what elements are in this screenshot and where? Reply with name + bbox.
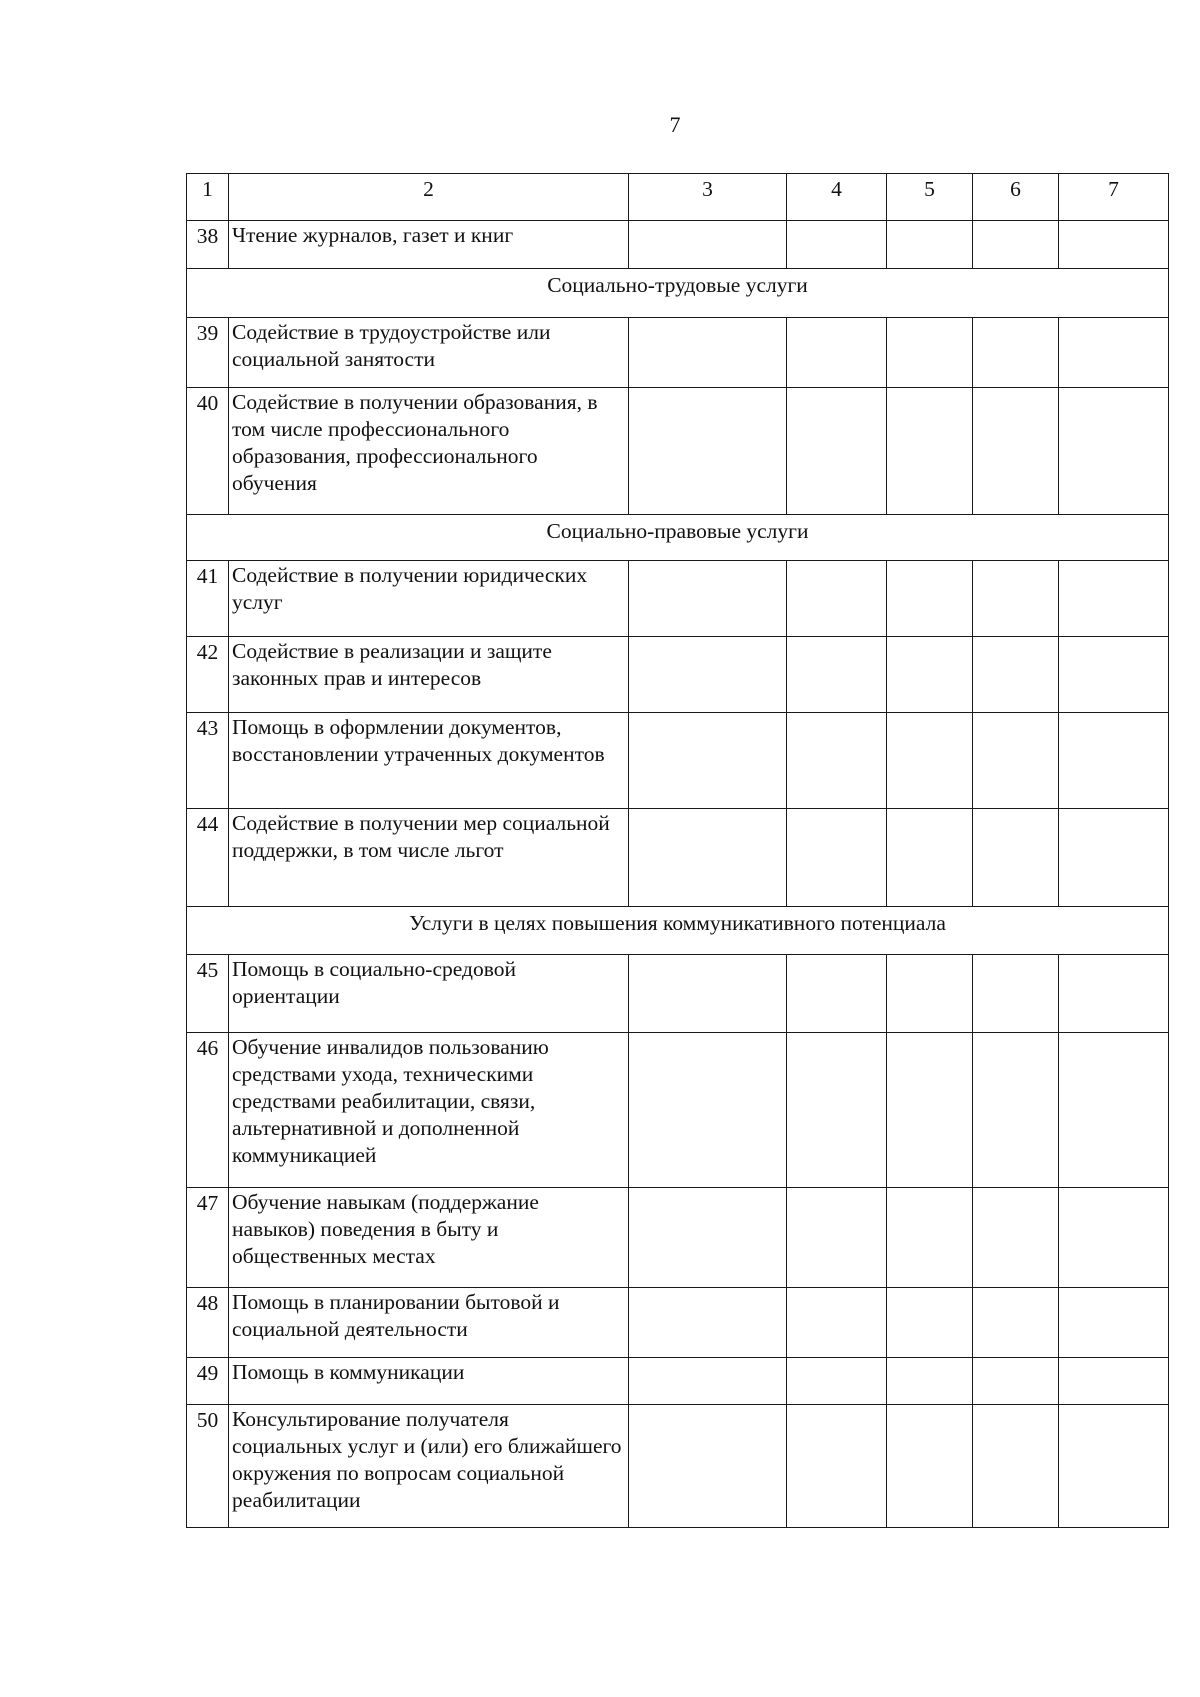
- empty-cell: [887, 1358, 973, 1405]
- empty-cell: [887, 561, 973, 637]
- empty-cell: [887, 809, 973, 907]
- empty-cell: [973, 1358, 1059, 1405]
- table-row: [187, 1405, 1169, 1528]
- service-name: Обучение инвалидов пользованию средствами ухода, техническими средствами реабилитации, связи, альтернативной и дополненной коммуникацией: [229, 1033, 629, 1188]
- empty-cell: [887, 1405, 973, 1528]
- empty-cell: [1059, 1033, 1169, 1188]
- service-name: Помощь в коммуникации: [229, 1358, 629, 1405]
- section-title: Социально-правовые услуги: [187, 515, 1169, 561]
- service-name: Помощь в оформлении документов, восстановлении утраченных документов: [229, 713, 629, 809]
- empty-cell: [973, 637, 1059, 713]
- empty-cell: [1059, 318, 1169, 388]
- empty-cell: [973, 221, 1059, 269]
- empty-cell: [973, 1188, 1059, 1288]
- empty-cell: [629, 318, 787, 388]
- row-number: 42: [187, 637, 229, 713]
- table-row: [187, 221, 1169, 269]
- empty-cell: [973, 955, 1059, 1033]
- service-name: Чтение журналов, газет и книг: [229, 221, 629, 269]
- empty-cell: [973, 713, 1059, 809]
- row-number: 45: [187, 955, 229, 1033]
- service-name: Содействие в реализации и защите законных прав и интересов: [229, 637, 629, 713]
- empty-cell: [629, 1288, 787, 1358]
- empty-cell: [1059, 713, 1169, 809]
- empty-cell: [629, 809, 787, 907]
- empty-cell: [887, 1188, 973, 1288]
- service-name: Содействие в получении образования, в том числе профессионального образования, профессионального обучения: [229, 388, 629, 515]
- table-row: [187, 561, 1169, 637]
- empty-cell: [1059, 809, 1169, 907]
- header-cell: 1: [187, 174, 229, 221]
- empty-cell: [1059, 1188, 1169, 1288]
- row-number: 44: [187, 809, 229, 907]
- empty-cell: [973, 318, 1059, 388]
- empty-cell: [629, 1188, 787, 1288]
- empty-cell: [629, 1405, 787, 1528]
- empty-cell: [887, 955, 973, 1033]
- row-number: 40: [187, 388, 229, 515]
- row-number: 50: [187, 1405, 229, 1528]
- empty-cell: [887, 713, 973, 809]
- table-body: [187, 174, 1169, 1528]
- empty-cell: [1059, 1288, 1169, 1358]
- empty-cell: [629, 955, 787, 1033]
- empty-cell: [629, 1033, 787, 1188]
- empty-cell: [787, 809, 887, 907]
- empty-cell: [973, 1288, 1059, 1358]
- row-number: 39: [187, 318, 229, 388]
- empty-cell: [887, 1033, 973, 1188]
- empty-cell: [887, 1288, 973, 1358]
- empty-cell: [1059, 221, 1169, 269]
- empty-cell: [1059, 955, 1169, 1033]
- empty-cell: [629, 637, 787, 713]
- table-row: [187, 1033, 1169, 1188]
- section-row: [187, 269, 1169, 318]
- empty-cell: [1059, 561, 1169, 637]
- empty-cell: [973, 561, 1059, 637]
- table-row: [187, 1358, 1169, 1405]
- empty-cell: [787, 955, 887, 1033]
- row-number: 43: [187, 713, 229, 809]
- service-name: Содействие в получении мер социальной поддержки, в том числе льгот: [229, 809, 629, 907]
- empty-cell: [973, 1405, 1059, 1528]
- header-cell: 4: [787, 174, 887, 221]
- header-cell: 6: [973, 174, 1059, 221]
- section-title: Услуги в целях повышения коммуникативного потенциала: [187, 907, 1169, 955]
- empty-cell: [629, 561, 787, 637]
- service-name: Помощь в социально-средовой ориентации: [229, 955, 629, 1033]
- section-row: [187, 515, 1169, 561]
- table-row: [187, 955, 1169, 1033]
- empty-cell: [629, 221, 787, 269]
- row-number: 38: [187, 221, 229, 269]
- header-cell: 5: [887, 174, 973, 221]
- header-cell: 2: [229, 174, 629, 221]
- service-name: Консультирование получателя социальных услуг и (или) его ближайшего окружения по вопросам социальной реабилитации: [229, 1405, 629, 1528]
- section-row: [187, 907, 1169, 955]
- service-name: Содействие в получении юридических услуг: [229, 561, 629, 637]
- empty-cell: [787, 1405, 887, 1528]
- service-name: Содействие в трудоустройстве или социальной занятости: [229, 318, 629, 388]
- row-number: 41: [187, 561, 229, 637]
- empty-cell: [887, 221, 973, 269]
- service-name: Обучение навыкам (поддержание навыков) поведения в быту и общественных местах: [229, 1188, 629, 1288]
- header-cell: 7: [1059, 174, 1169, 221]
- empty-cell: [787, 713, 887, 809]
- empty-cell: [787, 561, 887, 637]
- empty-cell: [787, 637, 887, 713]
- empty-cell: [887, 388, 973, 515]
- empty-cell: [887, 318, 973, 388]
- empty-cell: [887, 637, 973, 713]
- row-number: 46: [187, 1033, 229, 1188]
- empty-cell: [1059, 1358, 1169, 1405]
- empty-cell: [629, 1358, 787, 1405]
- header-row: [187, 174, 1169, 221]
- table-row: [187, 637, 1169, 713]
- table-row: [187, 318, 1169, 388]
- empty-cell: [1059, 388, 1169, 515]
- table-row: [187, 1288, 1169, 1358]
- empty-cell: [787, 1033, 887, 1188]
- empty-cell: [787, 1358, 887, 1405]
- empty-cell: [973, 388, 1059, 515]
- page-number: 7: [669, 112, 681, 137]
- table-row: [187, 713, 1169, 809]
- empty-cell: [787, 1188, 887, 1288]
- empty-cell: [787, 221, 887, 269]
- empty-cell: [973, 1033, 1059, 1188]
- section-title: Социально-трудовые услуги: [187, 269, 1169, 318]
- row-number: 49: [187, 1358, 229, 1405]
- empty-cell: [973, 809, 1059, 907]
- service-name: Помощь в планировании бытовой и социальной деятельности: [229, 1288, 629, 1358]
- table-row: [187, 388, 1169, 515]
- table-row: [187, 1188, 1169, 1288]
- empty-cell: [1059, 637, 1169, 713]
- header-cell: 3: [629, 174, 787, 221]
- empty-cell: [1059, 1405, 1169, 1528]
- empty-cell: [787, 318, 887, 388]
- empty-cell: [787, 388, 887, 515]
- empty-cell: [629, 713, 787, 809]
- row-number: 48: [187, 1288, 229, 1358]
- table-row: [187, 809, 1169, 907]
- row-number: 47: [187, 1188, 229, 1288]
- empty-cell: [787, 1288, 887, 1358]
- empty-cell: [629, 388, 787, 515]
- services-table: [186, 173, 1169, 1528]
